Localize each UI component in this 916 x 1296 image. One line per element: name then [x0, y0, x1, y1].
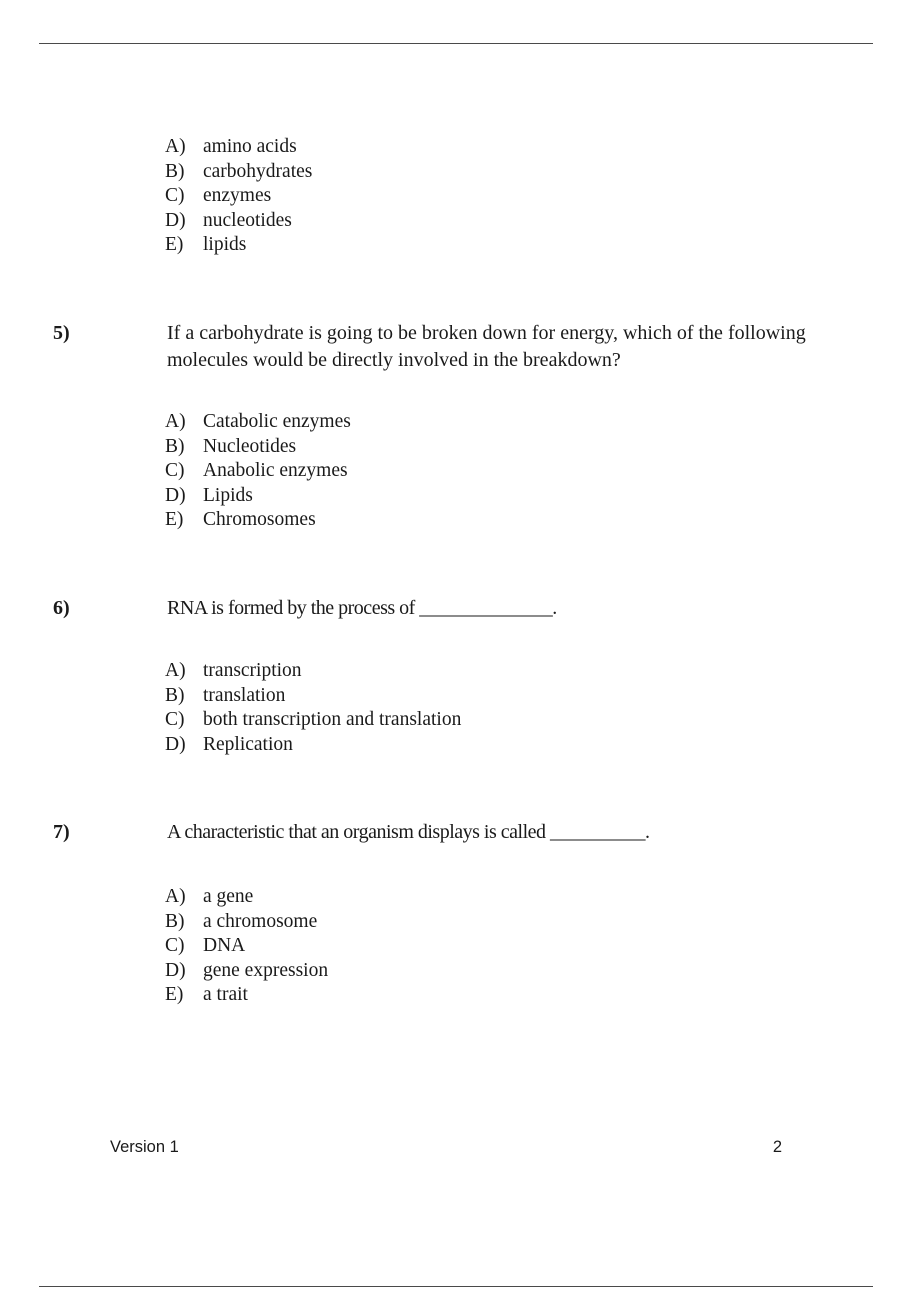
- version-label: Version 1: [110, 1138, 179, 1156]
- option-letter: B): [165, 684, 185, 706]
- option-text: transcription: [203, 660, 302, 681]
- list-item[interactable]: [165, 659, 461, 684]
- question-6: [53, 595, 847, 622]
- list-item[interactable]: [165, 410, 351, 435]
- option-letter: A): [165, 886, 186, 907]
- option-letter: B): [165, 435, 185, 457]
- list-item[interactable]: [165, 733, 461, 758]
- option-letter: C): [165, 935, 185, 957]
- header-rule: [39, 43, 873, 44]
- question-7: [53, 819, 847, 846]
- list-item[interactable]: [165, 435, 351, 460]
- question-text: If a carbohydrate is going to be broken down for energy, which of the following molecules would be directly involved in the breakdown?: [167, 322, 806, 371]
- option-letter: A): [165, 660, 186, 681]
- option-text: Catabolic enzymes: [203, 411, 351, 432]
- list-item[interactable]: [165, 934, 328, 959]
- question-text: RNA is formed by the process of ______________.: [167, 597, 557, 619]
- list-item[interactable]: [165, 184, 312, 209]
- list-item[interactable]: [165, 233, 312, 258]
- question-7-options: [165, 885, 328, 1008]
- option-letter: C): [165, 185, 185, 207]
- list-item[interactable]: [165, 959, 328, 984]
- option-text: nucleotides: [203, 209, 292, 231]
- question-5: [53, 320, 847, 374]
- option-text: gene expression: [203, 959, 329, 981]
- question-text: A characteristic that an organism displays is called __________.: [167, 821, 650, 843]
- option-text: carbohydrates: [203, 160, 313, 182]
- question-6-options: [165, 659, 461, 757]
- list-item[interactable]: [165, 910, 328, 935]
- option-letter: D): [165, 484, 186, 506]
- option-text: translation: [203, 684, 286, 706]
- option-letter: E): [165, 984, 184, 1006]
- option-letter: D): [165, 733, 186, 755]
- option-text: Replication: [203, 733, 293, 755]
- option-letter: D): [165, 959, 186, 981]
- option-letter: A): [165, 411, 186, 432]
- list-item[interactable]: [165, 708, 461, 733]
- option-letter: B): [165, 160, 185, 182]
- list-item[interactable]: [165, 209, 312, 234]
- option-letter: D): [165, 209, 186, 231]
- list-item[interactable]: [165, 484, 351, 509]
- question-5-options: [165, 410, 351, 533]
- option-text: Chromosomes: [203, 509, 316, 531]
- list-item[interactable]: [165, 508, 351, 533]
- option-text: Lipids: [203, 484, 253, 506]
- list-item[interactable]: [165, 684, 461, 709]
- option-text: a gene: [203, 886, 254, 907]
- option-text: amino acids: [203, 136, 297, 157]
- option-text: lipids: [203, 234, 247, 256]
- option-text: both transcription and translation: [203, 709, 462, 731]
- option-text: Nucleotides: [203, 435, 297, 457]
- option-text: a chromosome: [203, 910, 318, 932]
- option-letter: A): [165, 136, 186, 157]
- footer-rule: [39, 1286, 873, 1287]
- question-number: 6): [53, 597, 70, 619]
- option-text: Anabolic enzymes: [203, 460, 348, 482]
- option-text: DNA: [203, 935, 246, 957]
- option-letter: E): [165, 509, 184, 531]
- page-number: 2: [772, 1138, 782, 1156]
- option-letter: C): [165, 709, 185, 731]
- option-text: a trait: [203, 984, 248, 1006]
- list-item[interactable]: [165, 885, 328, 910]
- continued-options-list: [165, 135, 312, 258]
- question-number: 7): [53, 821, 70, 843]
- list-item[interactable]: [165, 983, 328, 1008]
- option-letter: E): [165, 234, 184, 256]
- list-item[interactable]: [165, 135, 312, 160]
- option-text: enzymes: [203, 185, 272, 207]
- page-footer: [110, 1138, 782, 1157]
- list-item[interactable]: [165, 160, 312, 185]
- option-letter: B): [165, 910, 185, 932]
- option-letter: C): [165, 460, 185, 482]
- list-item[interactable]: [165, 459, 351, 484]
- question-number: 5): [53, 322, 70, 344]
